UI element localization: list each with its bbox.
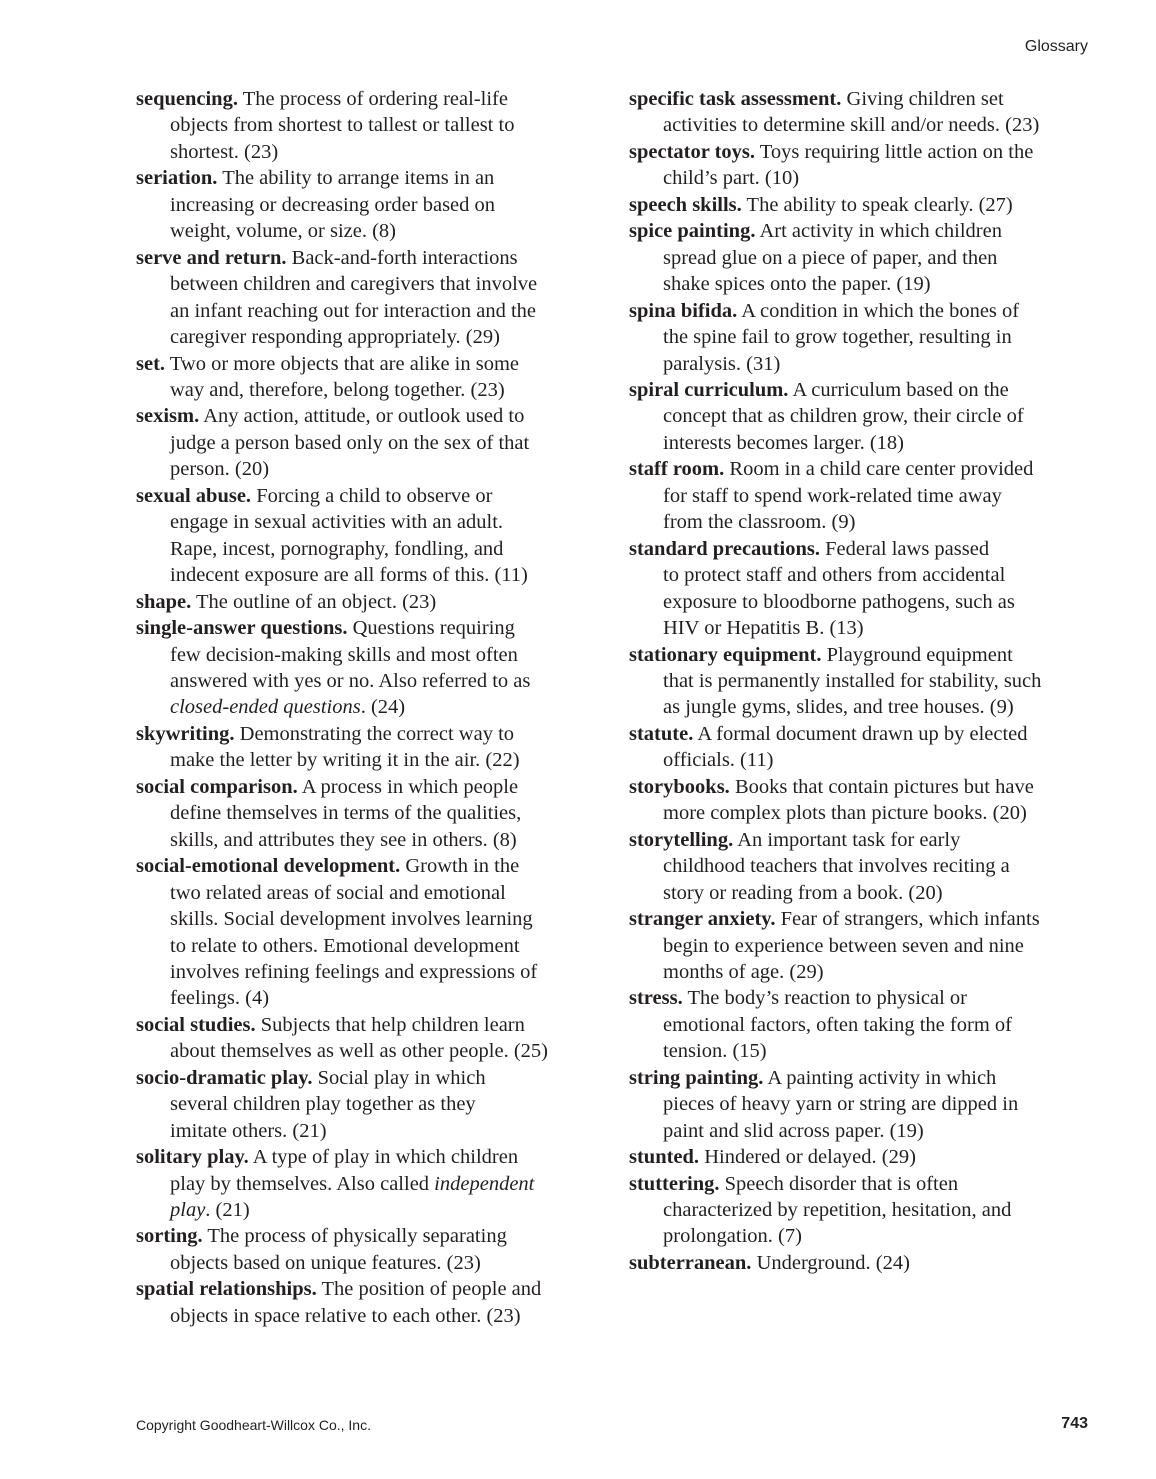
definition-line: Giving children set [846, 88, 1004, 110]
definition-line: increasing or decreasing order based on [170, 193, 496, 216]
glossary-term: stunted. [629, 1146, 700, 1169]
definition-line: several children play together as they [170, 1093, 476, 1116]
glossary-term: stuttering. [629, 1172, 720, 1195]
definition-line: The ability to arrange items in an [222, 167, 495, 190]
glossary-entry-spice-painting [629, 218, 1099, 297]
glossary-term: spectator toys. [629, 140, 756, 163]
glossary-term: storytelling. [629, 828, 734, 851]
definition-line: involves refining feelings and expressions of [170, 960, 538, 983]
definition-line: the spine fail to grow together, resulting in [663, 326, 1012, 349]
glossary-entry-speech-skills [629, 192, 1099, 218]
glossary-entry-socio-dramatic-play [136, 1065, 606, 1144]
definition-line: imitate others. (21) [170, 1119, 327, 1142]
glossary-term: skywriting. [136, 722, 235, 745]
italic-alt-term: independent [434, 1172, 535, 1195]
definition-line: Underground. (24) [756, 1251, 910, 1274]
definition-line: HIV or Hepatitis B. (13) [663, 617, 864, 640]
definition-suffix: . (21) [205, 1199, 250, 1222]
glossary-entry-stuttering [629, 1171, 1099, 1250]
glossary-entry-stationary-equipment [629, 642, 1099, 721]
glossary-column-left [136, 86, 606, 1329]
definition-line: from the classroom. (9) [663, 511, 856, 534]
definition-line: feelings. (4) [170, 987, 270, 1010]
definition-line: shortest. (23) [170, 140, 279, 163]
definition-line: person. (20) [170, 458, 270, 481]
definition-line: Two or more objects that are alike in some [169, 352, 520, 375]
definition-line: The body’s reaction to physical or [687, 987, 968, 1010]
definition-line: define themselves in terms of the qualities, [170, 802, 522, 825]
definition-line: interests becomes larger. (18) [663, 431, 904, 454]
definition-line: answered with yes or no. Also referred to as [170, 669, 531, 692]
glossary-term: social-emotional development. [136, 855, 401, 878]
definition-line: skills, and attributes they see in others. (8) [170, 828, 517, 851]
definition-line: characterized by repetition, hesitation, and [663, 1199, 1012, 1222]
glossary-term: stationary equipment. [629, 643, 822, 666]
glossary-term: sexism. [136, 405, 200, 428]
glossary-term: subterranean. [629, 1251, 752, 1274]
glossary-term: solitary play. [136, 1146, 249, 1169]
glossary-term: stranger anxiety. [629, 908, 776, 931]
glossary-term: string painting. [629, 1066, 764, 1089]
definition-line: A formal document drawn up by elected [697, 722, 1028, 745]
glossary-term: spatial relationships. [136, 1278, 317, 1301]
glossary-term: standard precautions. [629, 537, 820, 560]
glossary-term: spina bifida. [629, 299, 738, 322]
definition-line: Rape, incest, pornography, fondling, and [170, 537, 504, 560]
glossary-entry-seriation [136, 165, 606, 244]
definition-line: officials. (11) [663, 749, 774, 772]
glossary-entry-sequencing [136, 86, 606, 165]
glossary-entry-subterranean [629, 1250, 1099, 1276]
definition-line: that is permanently installed for stability, such [663, 669, 1042, 692]
definition-line: between children and caregivers that involve [170, 273, 538, 296]
definition-line: weight, volume, or size. (8) [170, 220, 397, 243]
glossary-term: staff room. [629, 458, 725, 481]
glossary-entry-single-answer-questions [136, 615, 606, 721]
definition-line: skills. Social development involves learning [170, 908, 533, 931]
glossary-entry-social-emotional-development [136, 853, 606, 1012]
glossary-term: serve and return. [136, 246, 287, 269]
definition-line: shake spices onto the paper. (19) [663, 273, 931, 296]
definition-line: exposure to bloodborne pathogens, such as [663, 590, 1015, 613]
definition-line: Back-and-forth interactions [291, 246, 518, 269]
glossary-entry-sorting [136, 1223, 606, 1276]
definition-line: concept that as children grow, their circle of [663, 405, 1024, 428]
glossary-entry-social-studies [136, 1012, 606, 1065]
glossary-entry-stress [629, 985, 1099, 1064]
definition-line: engage in sexual activities with an adult. [170, 511, 504, 534]
definition-line: Books that contain pictures but have [734, 775, 1034, 798]
definition-line: caregiver responding appropriately. (29) [170, 326, 500, 349]
definition-line: two related areas of social and emotional [170, 881, 506, 904]
definition-line: about themselves as well as other people. (25) [170, 1040, 548, 1063]
definition-line: tension. (15) [663, 1040, 767, 1063]
definition-line: emotional factors, often taking the form of [663, 1013, 1012, 1036]
definition-line: Playground equipment [826, 643, 1013, 666]
glossary-column-right [629, 86, 1099, 1276]
glossary-term: sequencing. [136, 88, 238, 110]
glossary-term: sexual abuse. [136, 484, 252, 507]
copyright-notice: Copyright Goodheart-Willcox Co., Inc. [136, 1417, 371, 1433]
definition-line: Subjects that help children learn [260, 1013, 525, 1036]
definition-line: Social play in which [317, 1066, 486, 1089]
definition-line: more complex plots than picture books. (20) [663, 802, 1027, 825]
definition-line: A painting activity in which [767, 1066, 997, 1089]
glossary-term: single-answer questions. [136, 617, 348, 640]
glossary-term: social comparison. [136, 775, 298, 798]
glossary-term: statute. [629, 722, 694, 745]
italic-alt-term: play [170, 1199, 206, 1222]
definition-line: A process in which people [301, 775, 519, 798]
definition-line: paint and slid across paper. (19) [663, 1119, 924, 1142]
definition-line: pieces of heavy yarn or string are dipped in [663, 1093, 1019, 1116]
definition-line: Art activity in which children [759, 220, 1002, 243]
definition-line: story or reading from a book. (20) [663, 881, 943, 904]
definition-line: Forcing a child to observe or [256, 484, 493, 507]
definition-line: The process of physically separating [207, 1225, 507, 1248]
definition-line: The outline of an object. (23) [196, 590, 437, 613]
definition-line: play by themselves. Also called [170, 1172, 435, 1195]
definition-line: Questions requiring [352, 617, 515, 640]
definition-line: months of age. (29) [663, 960, 824, 983]
definition-line: for staff to spend work-related time away [663, 484, 1002, 507]
running-head: Glossary [1024, 38, 1088, 55]
definition-line: Hindered or delayed. (29) [704, 1146, 916, 1169]
definition-line: way and, therefore, belong together. (23) [170, 378, 505, 401]
glossary-term: sorting. [136, 1225, 203, 1248]
definition-line: The ability to speak clearly. (27) [746, 193, 1013, 216]
definition-line: A curriculum based on the [792, 378, 1009, 401]
glossary-term: social studies. [136, 1013, 256, 1036]
glossary-entry-shape [136, 589, 606, 615]
definition-line: The process of ordering real-life [242, 88, 508, 110]
italic-alt-term: closed-ended questions [170, 696, 361, 719]
glossary-entry-storybooks [629, 774, 1099, 827]
glossary-entry-sexism [136, 403, 606, 482]
glossary-entry-stranger-anxiety [629, 906, 1099, 985]
glossary-entry-spina-bifida [629, 298, 1099, 377]
definition-line: An important task for early [737, 828, 961, 851]
glossary-term: specific task assessment. [629, 88, 842, 110]
glossary-term: spiral curriculum. [629, 378, 789, 401]
glossary-entry-spiral-curriculum [629, 377, 1099, 456]
definition-line: begin to experience between seven and nine [663, 934, 1024, 957]
definition-line: Speech disorder that is often [724, 1172, 959, 1195]
glossary-entry-string-painting [629, 1065, 1099, 1144]
glossary-entry-standard-precautions [629, 536, 1099, 642]
glossary-entry-spatial-relationships [136, 1276, 606, 1329]
definition-line: few decision-making skills and most often [170, 643, 518, 666]
definition-line: prolongation. (7) [663, 1225, 802, 1248]
definition-line: objects based on unique features. (23) [170, 1251, 481, 1274]
definition-line: judge a person based only on the sex of that [170, 431, 530, 454]
definition-line: Fear of strangers, which infants [780, 908, 1040, 931]
glossary-entry-storytelling [629, 827, 1099, 906]
definition-line: to relate to others. Emotional development [170, 934, 520, 957]
glossary-term: stress. [629, 987, 683, 1010]
glossary-entry-serve-and-return [136, 245, 606, 351]
glossary-term: storybooks. [629, 775, 730, 798]
definition-line: an infant reaching out for interaction and the [170, 299, 537, 322]
glossary-term: socio-dramatic play. [136, 1066, 313, 1089]
definition-line: A condition in which the bones of [741, 299, 1020, 322]
glossary-entry-spectator-toys [629, 139, 1099, 192]
glossary-entry-social-comparison [136, 774, 606, 853]
definition-suffix: . (24) [360, 696, 406, 719]
glossary-term: shape. [136, 590, 192, 613]
definition-line: indecent exposure are all forms of this. (11) [170, 564, 528, 587]
definition-line: objects in space relative to each other. (23) [170, 1304, 521, 1327]
glossary-entry-solitary-play [136, 1144, 606, 1223]
definition-line: childhood teachers that involves reciting a [663, 855, 1010, 878]
glossary-entry-stunted [629, 1144, 1099, 1170]
glossary-entry-statute [629, 721, 1099, 774]
glossary-entry-specific-task-assessment [629, 86, 1099, 139]
definition-line: objects from shortest to tallest or tallest to [170, 114, 515, 137]
glossary-term: speech skills. [629, 193, 742, 216]
definition-line: Toys requiring little action on the [759, 140, 1034, 163]
glossary-term: set. [136, 352, 166, 375]
glossary-entry-skywriting [136, 721, 606, 774]
definition-line: Demonstrating the correct way to [239, 722, 515, 745]
glossary-term: seriation. [136, 167, 218, 190]
glossary-entry-staff-room [629, 456, 1099, 535]
definition-line: make the letter by writing it in the air. (22) [170, 749, 520, 772]
definition-line: as jungle gyms, slides, and tree houses. (9) [663, 696, 1014, 719]
definition-line: spread glue on a piece of paper, and then [663, 246, 998, 269]
definition-line: A type of play in which children [252, 1146, 519, 1169]
glossary-term: spice painting. [629, 220, 756, 243]
page-number: 743 [1061, 1415, 1088, 1432]
definition-line: Growth in the [405, 855, 520, 878]
definition-line: Federal laws passed [825, 537, 990, 560]
definition-line: paralysis. (31) [663, 352, 781, 375]
definition-line: The position of people and [321, 1278, 542, 1301]
glossary-entry-sexual-abuse [136, 483, 606, 589]
definition-line: child’s part. (10) [663, 167, 800, 190]
definition-line: Room in a child care center provided [729, 458, 1034, 481]
glossary-entry-set [136, 351, 606, 404]
definition-line: Any action, attitude, or outlook used to [203, 405, 525, 428]
definition-line: to protect staff and others from accidental [663, 564, 1006, 587]
definition-line: activities to determine skill and/or needs. (23) [663, 114, 1040, 137]
